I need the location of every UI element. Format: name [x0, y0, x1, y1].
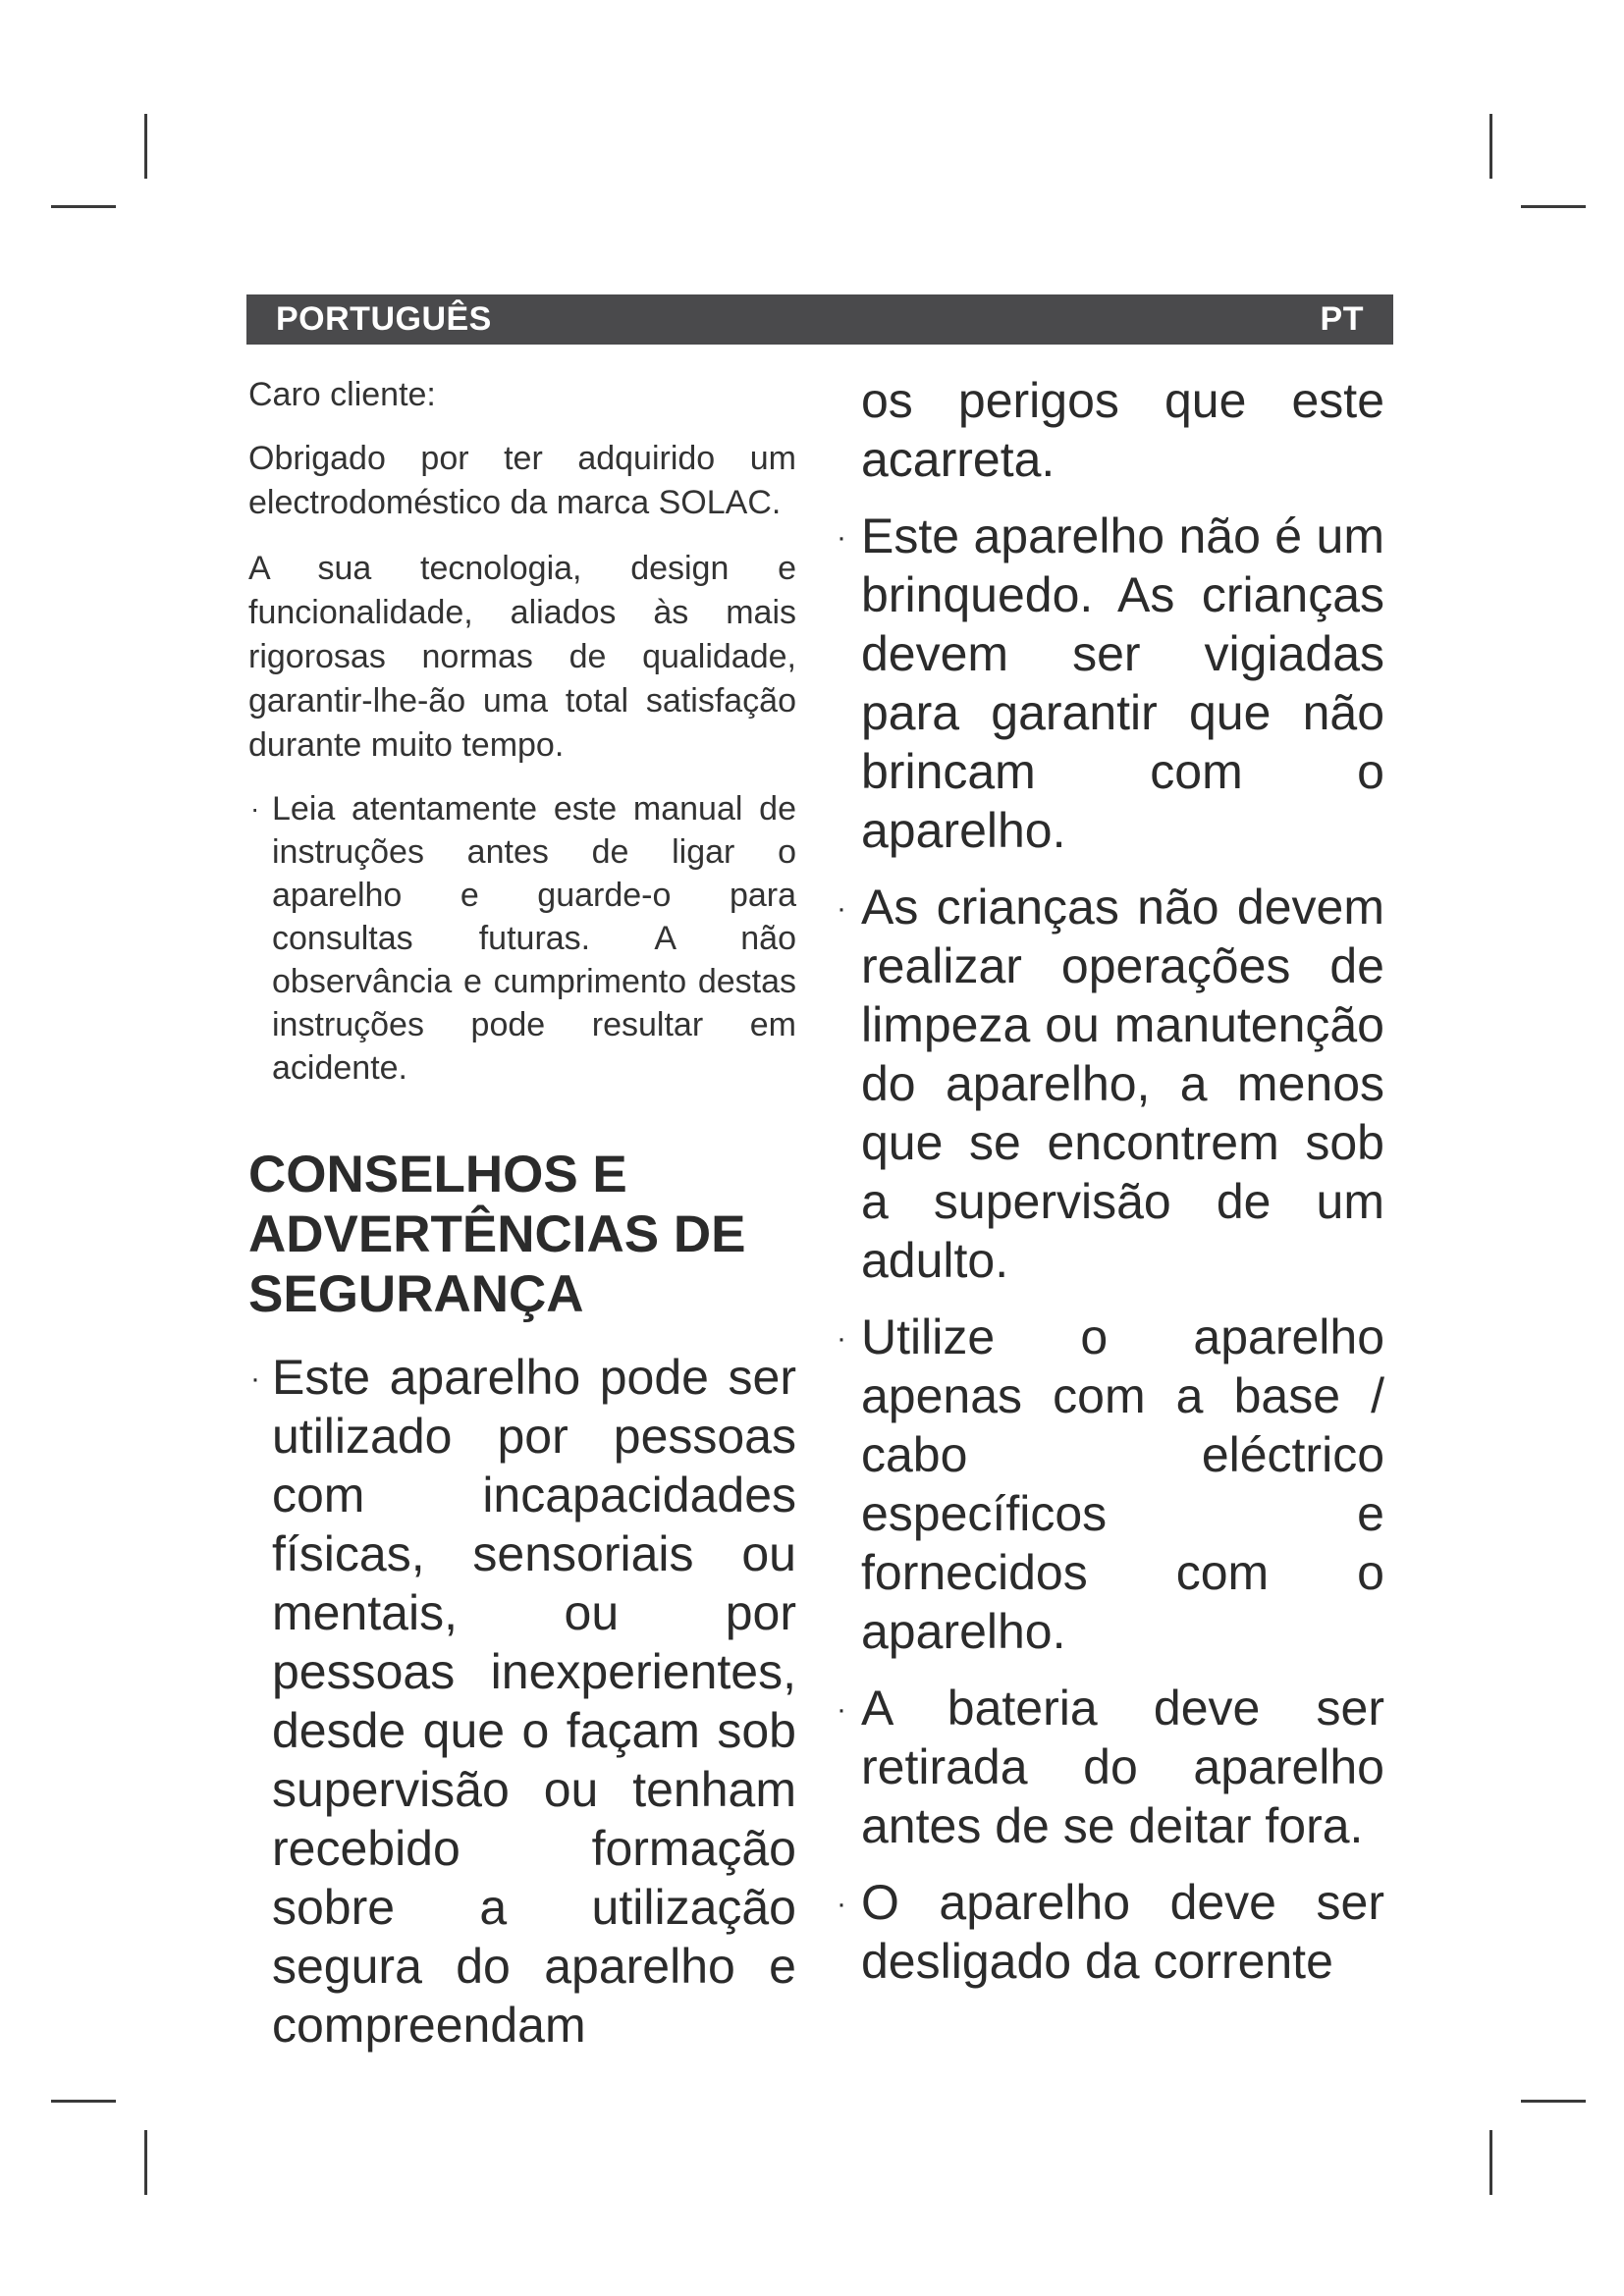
language-code: PT	[1320, 300, 1364, 338]
crop-mark	[1489, 2130, 1492, 2195]
bullet-marker: ·	[837, 1888, 846, 1920]
safety-bullet-item	[835, 1873, 1384, 1991]
intro-paragraph: A sua tecnologia, design e funcionalidade, aliados às mais rigorosas normas de qualidade, garantir-lhe-ão uma total satisfação durante muito tempo.	[248, 550, 796, 764]
intro-bullet-item	[248, 787, 796, 1090]
safety-bullet-text: O aparelho deve ser desligado da corrente	[861, 1875, 1384, 1989]
bullet-marker: ·	[837, 1693, 846, 1726]
crop-mark	[51, 2100, 116, 2103]
bullet-marker: ·	[250, 793, 260, 824]
intro-paragraph: Obrigado por ter adquirido um electrodoméstico da marca SOLAC.	[248, 440, 796, 521]
crop-mark	[144, 114, 147, 179]
safety-bullet-item	[835, 507, 1384, 860]
safety-bullet-item	[835, 878, 1384, 1290]
bullet-marker: ·	[837, 521, 846, 554]
intro-bullet-text: Leia atentamente este manual de instruções antes de ligar o aparelho e guarde-o para consultas futuras. A não observância e cumprimento destas instruções pode resultar em acidente.	[272, 790, 796, 1087]
continuation-text: os perigos que este acarreta.	[861, 373, 1384, 487]
section-heading: CONSELHOS E ADVERTÊNCIAS DE SEGURANÇA	[248, 1146, 746, 1323]
bullet-marker: ·	[837, 892, 846, 925]
right-column	[835, 371, 1384, 2008]
left-column	[248, 373, 796, 2072]
crop-mark	[1489, 114, 1492, 179]
crop-mark	[51, 205, 116, 208]
safety-bullet-text: Este aparelho não é um brinquedo. As crianças devem ser vigiadas para garantir que não brincam com o aparelho.	[861, 508, 1384, 858]
safety-bullet-text: A bateria deve ser retirada do aparelho antes de se deitar fora.	[861, 1681, 1384, 1853]
crop-mark	[1521, 205, 1586, 208]
language-header-bar	[246, 294, 1393, 345]
bullet-marker: ·	[250, 1362, 260, 1395]
safety-bullet-text: Este aparelho pode ser utilizado por pessoas com incapacidades físicas, sensoriais ou mentais, ou por pessoas inexperientes, desde que o façam sob supervisão ou tenham recebido formação sobre a utilização segura do aparelho e compreendam	[272, 1350, 796, 2053]
bullet-marker: ·	[837, 1322, 846, 1355]
safety-bullet-item	[835, 1308, 1384, 1661]
crop-mark	[1521, 2100, 1586, 2103]
crop-mark	[144, 2130, 147, 2195]
greeting: Caro cliente:	[248, 376, 436, 413]
language-label: PORTUGUÊS	[276, 300, 492, 338]
safety-bullet-item	[835, 1679, 1384, 1855]
safety-bullet-text: Utilize o aparelho apenas com a base / cabo eléctrico específicos e fornecidos com o aparelho.	[861, 1309, 1384, 1659]
safety-bullet-item	[248, 1348, 796, 2055]
safety-bullet-text: As crianças não devem realizar operações de limpeza ou manutenção do aparelho, a menos que se encontrem sob a supervisão de um adulto.	[861, 880, 1384, 1288]
